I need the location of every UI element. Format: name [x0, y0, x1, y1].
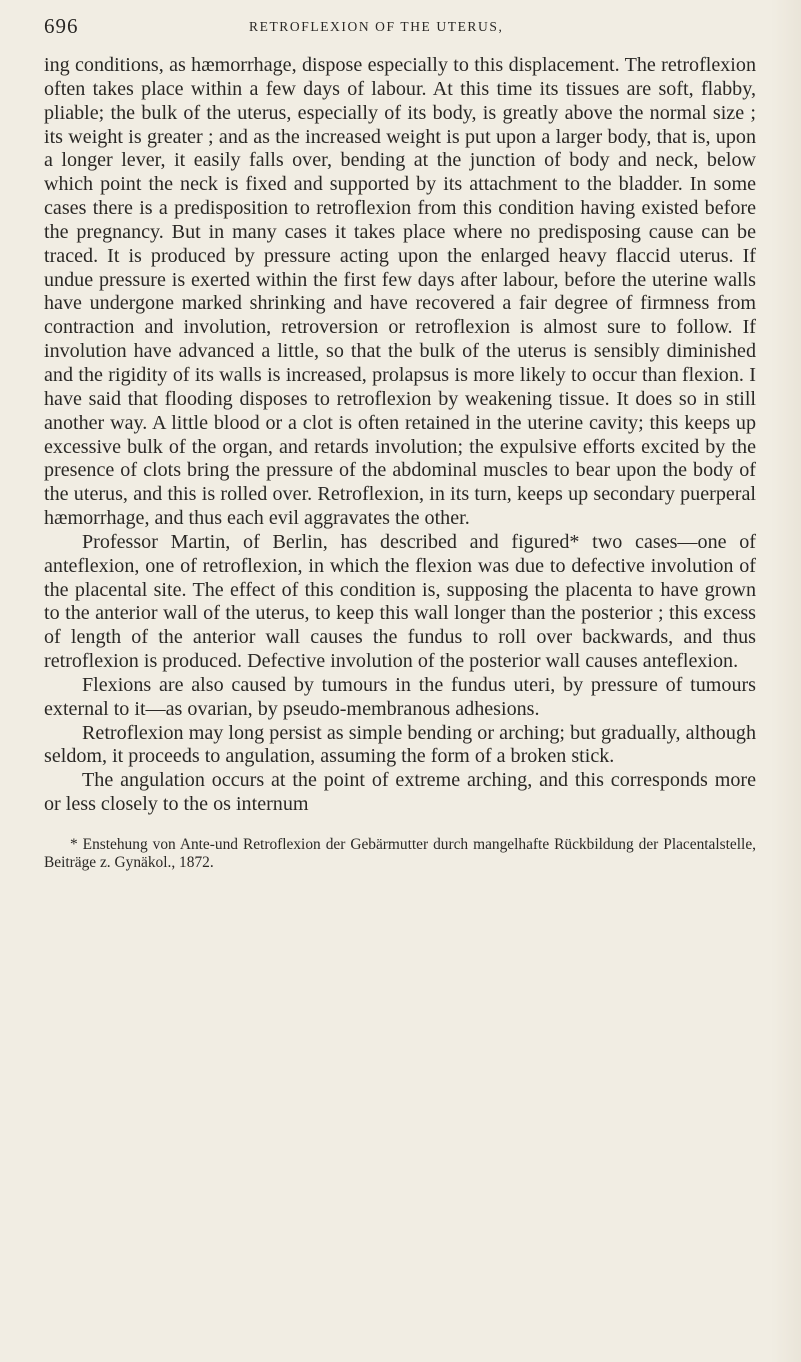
paragraph-1: ing conditions, as hæmorrhage, dispose especially to this displacement. The retroflexion often takes place within a few days of labour. At this time its tissues are soft, flabby, pliable; the bulk of the uterus, especially of its body, is greatly above the normal size ; its weight is greater ; and as the increased weight is put upon a larger body, that is, upon a longer lever, it easily falls over, bending at the junction of body and neck, below which point the neck is fixed and supported by its attachment to the bladder. In some cases there is a predisposition to retroflexion from this condition having existed before the pregnancy. But in many cases it takes place where no predisposing cause can be traced. It is produced by pressure acting upon the enlarged heavy flaccid uterus. If undue pressure is exerted within the first few days after labour, before the uterine walls have undergone marked shrinking and have recovered a fair degree of firmness from contraction and involution, retroversion or retroflexion is almost sure to follow. If involution have advanced a little, so that the bulk of the uterus is sensibly diminished and the rigidity of its walls is increased, prolapsus is more likely to occur than flexion. I have said that flooding disposes to retroflexion by weakening tissue. It does so in still another way. A little blood or a clot is often retained in the uterine cavity; this keeps up excessive bulk of the organ, and retards involution; the expulsive efforts excited by the presence of clots bring the pressure of the abdominal muscles to bear upon the body of the uterus, and this is rolled over. Retroflexion, in its turn, keeps up secondary puerperal hæmorrhage, and thus each evil aggravates the other. [44, 54, 756, 530]
paragraph-2: Professor Martin, of Berlin, has described and figured* two cases—one of anteflexion, one of retroflexion, in which the flexion was due to defective involution of the placental site. The effect of this condition is, supposing the placenta to have grown to the anterior wall of the uterus, to keep this wall longer than the posterior ; this excess of length of the anterior wall causes the fundus to roll over backwards, and thus retroflexion is produced. Defective involution of the posterior wall causes anteflexion. [44, 530, 756, 673]
body-text [44, 54, 756, 817]
running-title: RETROFLEXION OF THE UTERUS, [249, 19, 504, 34]
book-page [44, 14, 756, 872]
paragraph-3: Flexions are also caused by tumours in the fundus uteri, by pressure of tumours external to it—as ovarian, by pseudo-membranous adhesions. [44, 673, 756, 720]
running-head [44, 14, 756, 54]
paragraph-5: The angulation occurs at the point of extreme arching, and this corresponds more or less closely to the os internum [44, 769, 756, 816]
page-number: 696 [44, 14, 79, 38]
page-edge-shadow [771, 0, 801, 1362]
footnote: * Enstehung von Ante-und Retroflexion der Gebärmutter durch mangelhafte Rückbildung der Placentalstelle, Beiträge z. Gynäkol., 1872. [44, 836, 756, 871]
paragraph-4: Retroflexion may long persist as simple bending or arching; but gradually, although seldom, it proceeds to angulation, assuming the form of a broken stick. [44, 721, 756, 768]
